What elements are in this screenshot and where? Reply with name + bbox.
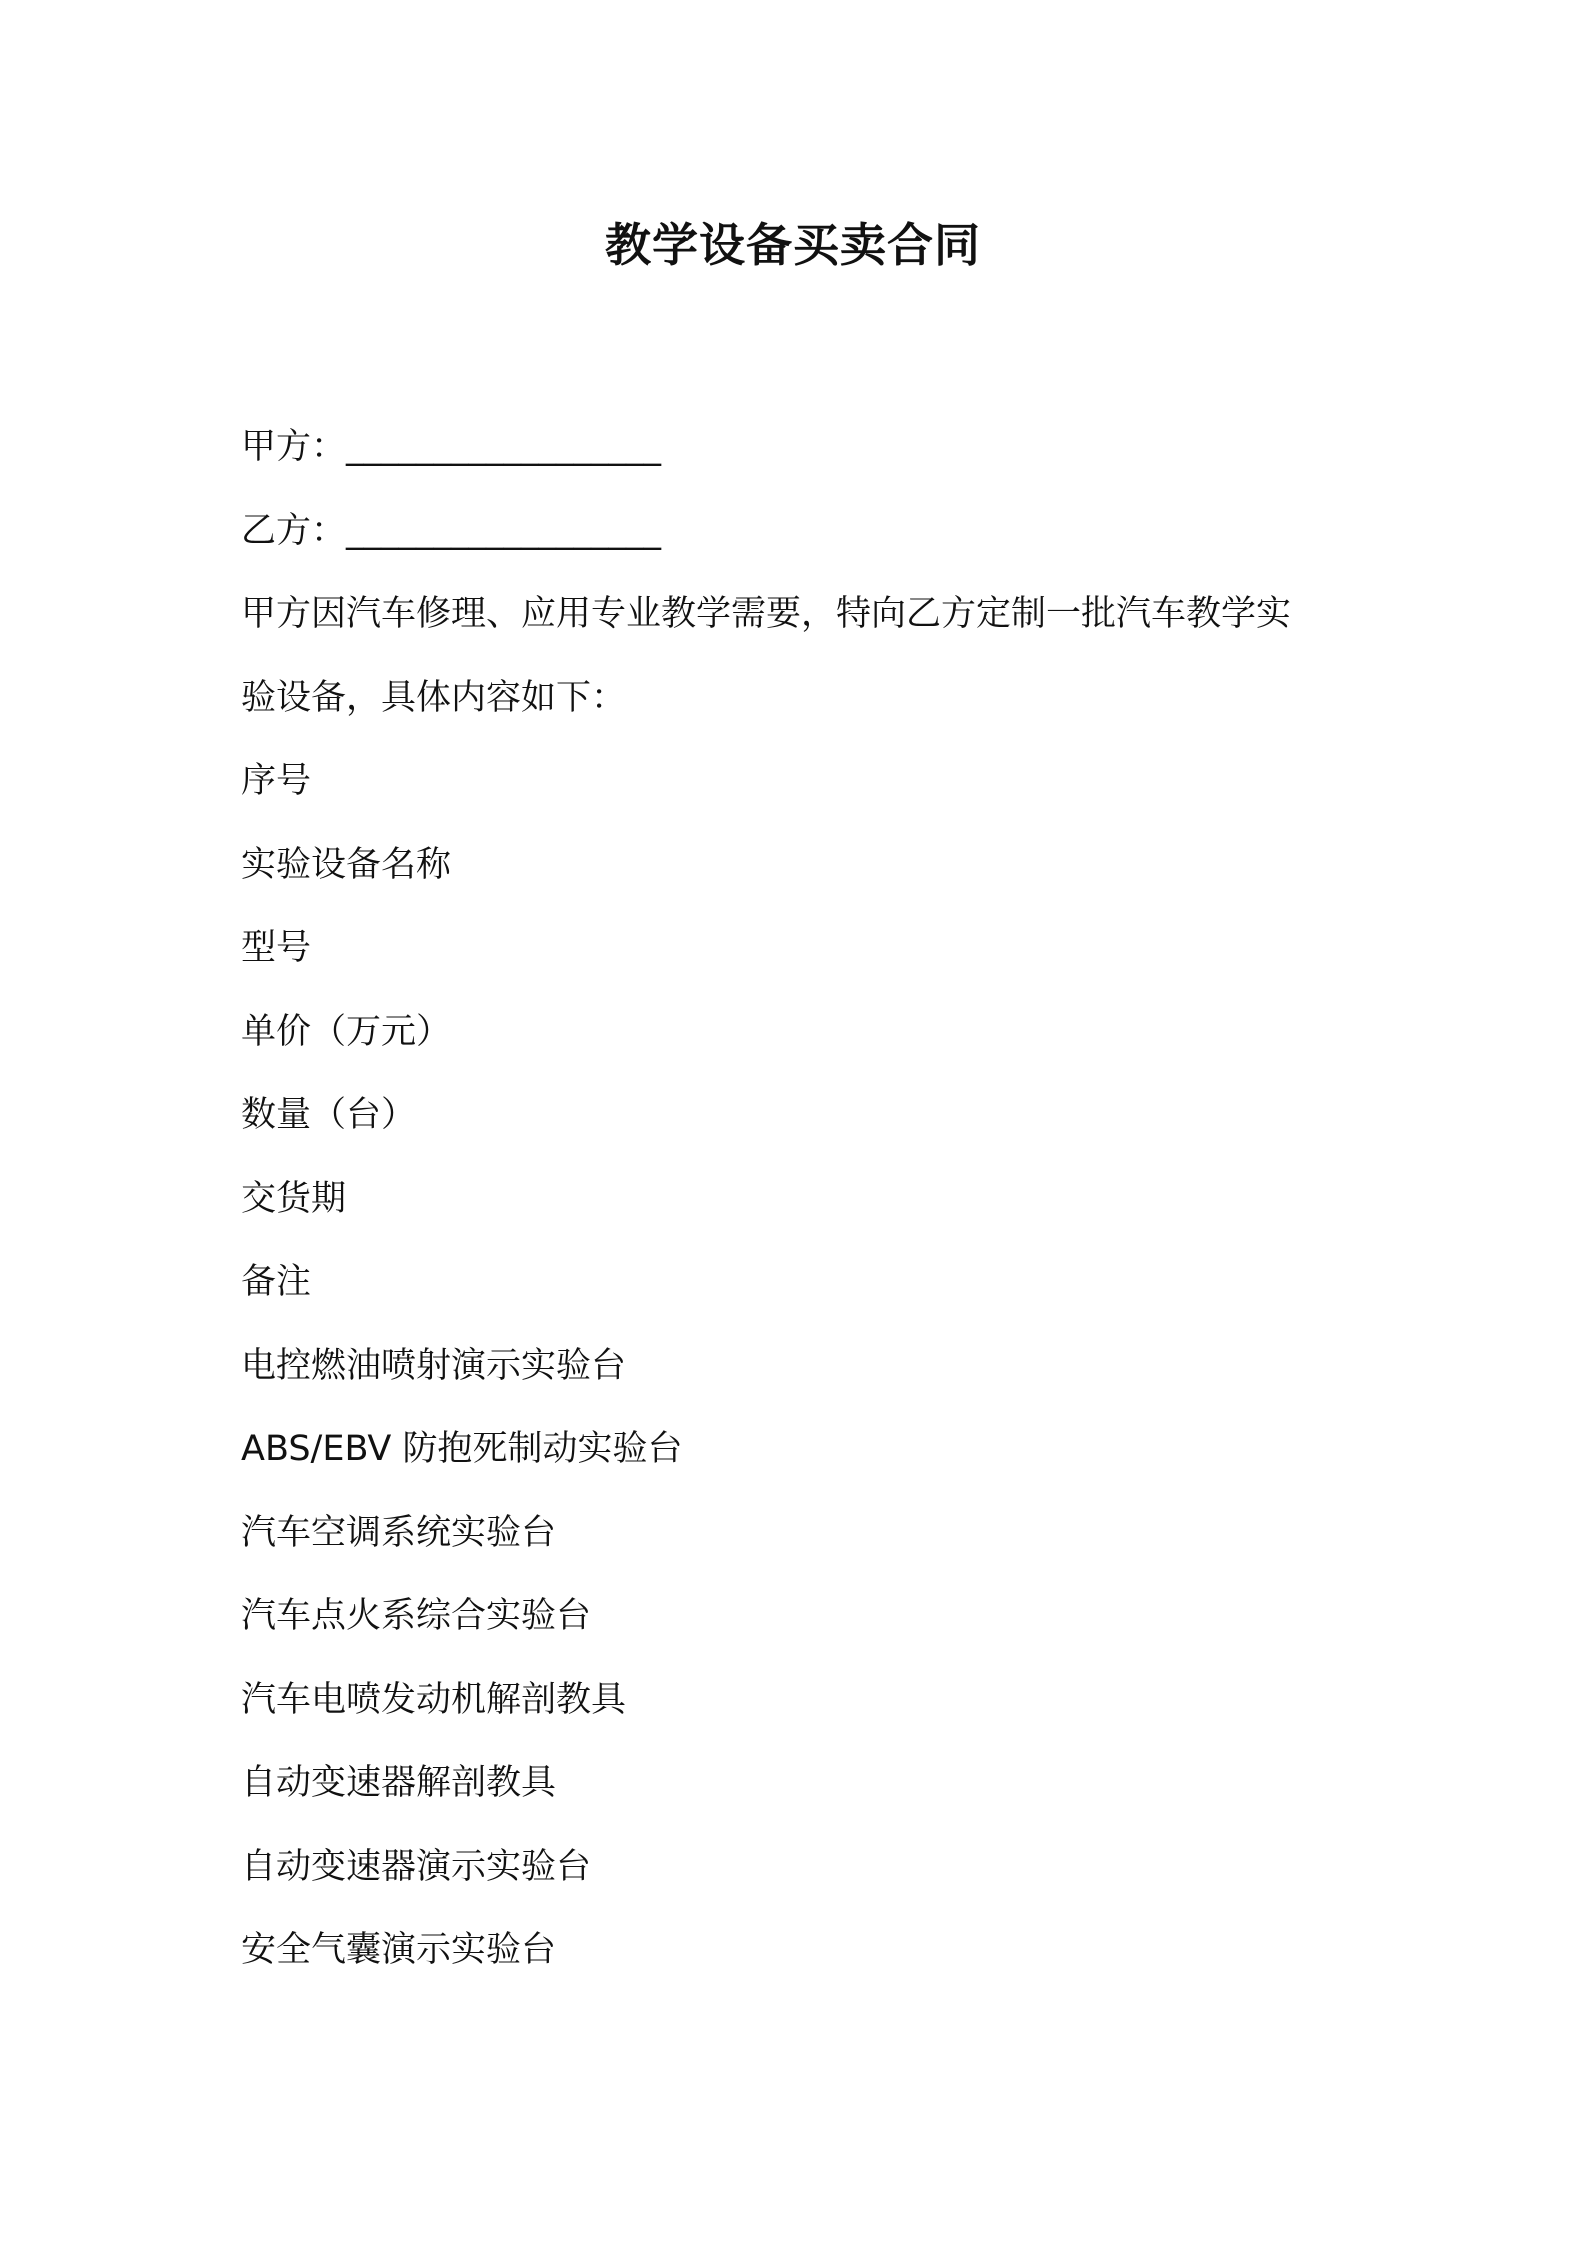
equipment-item: ABS/EBV 防抱死制动实验台 [241, 1429, 683, 1469]
intro-paragraph-line-1: 甲方因汽车修理、应用专业教学需要，特向乙方定制一批汽车教学实 [241, 594, 1292, 634]
document-title: 教学设备买卖合同 [605, 218, 981, 272]
table-header-serial: 序号 [241, 761, 312, 801]
intro-paragraph-line-2: 验设备，具体内容如下： [241, 677, 627, 718]
equipment-item: 安全气囊演示实验台 [241, 1930, 557, 1970]
equipment-item: 电控燃油喷射演示实验台 [241, 1345, 627, 1386]
equipment-item: 自动变速器演示实验台 [241, 1846, 592, 1887]
table-header-remarks: 备注 [241, 1262, 312, 1302]
document-body [241, 406, 1361, 1993]
table-header-quantity: 数量（台） [241, 1095, 417, 1135]
table-header-equipment-name: 实验设备名称 [241, 844, 452, 885]
table-header-model: 型号 [241, 928, 312, 968]
table-header-unit-price: 单价（万元） [241, 1011, 452, 1052]
equipment-item: 汽车空调系统实验台 [241, 1512, 557, 1553]
equipment-item: 自动变速器解剖教具 [241, 1763, 557, 1803]
table-header-delivery-date: 交货期 [241, 1178, 347, 1219]
party-a-line: 甲方：__________________ [241, 427, 662, 467]
equipment-item: 汽车点火系综合实验台 [241, 1596, 592, 1636]
party-b-line: 乙方：__________________ [241, 510, 662, 551]
equipment-item: 汽车电喷发动机解剖教具 [241, 1679, 627, 1720]
